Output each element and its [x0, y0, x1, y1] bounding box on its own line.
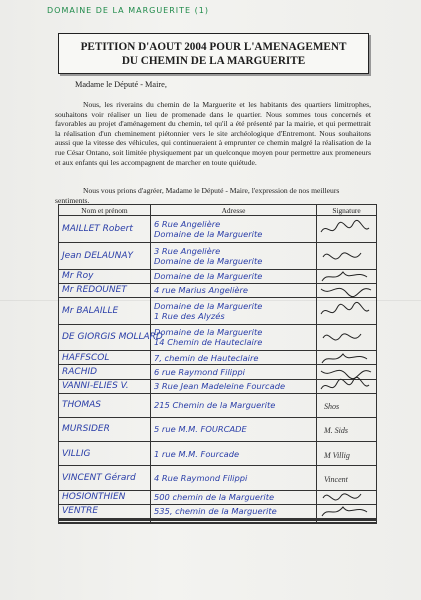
row-name: VILLIG: [59, 442, 151, 466]
row-name: VANNI-ELIES V.: [59, 379, 151, 393]
row-signature: [317, 379, 377, 393]
header-name: Nom et prénom: [59, 205, 151, 216]
table-row: [59, 442, 377, 466]
signature-text: Shos: [324, 402, 340, 412]
signature-text: Vincent: [324, 475, 348, 485]
letter-paragraph-2: Nous vous prions d'agréer, Madame le Député - Maire, l'expression de nos meilleurs sentiments.: [55, 186, 340, 205]
row-signature: [317, 324, 377, 351]
row-address-line-1: 4 Rue Raymond Filippi: [154, 473, 248, 484]
row-address: [151, 351, 317, 365]
row-name: MURSIDER: [59, 417, 151, 441]
header-address: Adresse: [151, 205, 317, 216]
row-address-line-1: 1 rue M.M. Fourcade: [154, 448, 240, 459]
signature-scribble: [319, 302, 375, 320]
table-row: [59, 297, 377, 324]
table-row: [59, 417, 377, 441]
row-name: Mr Roy: [59, 269, 151, 283]
row-name: THOMAS: [59, 393, 151, 417]
letter-paragraph-1: Nous, les riverains du chemin de la Marguerite et les habitants des quartiers limitrophes, souhaitons voir réaliser un lieu de promenade dans le quartier. Nous sommes tous concernés et favorables au projet d'aménagement du chemin, tel qu'il a été présenté par la mairie, et qui permettrait la réalisation d'un cheminement piétonnier vers le site archéologique d'Entremont. Nous souhaitons aussi que la vitesse des véhicules, qui continueraient à emprunter ce chemin malgré la réalisation de la rue César Ontano, soit limitée physiquement par un quelconque moyen pour permettre aux promeneurs et aux enfants qui les accompagnent de marcher en toute quiétude.: [55, 100, 371, 167]
row-address-line-1: 4 rue Marius Angelière: [154, 285, 249, 296]
row-name: HAFFSCOL: [59, 351, 151, 365]
row-address-line-1: 5 rue M.M. FOURCADE: [154, 424, 247, 435]
row-address: [151, 504, 317, 518]
row-address: [151, 466, 317, 490]
signature-table: [58, 204, 377, 524]
row-address: [151, 442, 317, 466]
table-row: [59, 466, 377, 490]
row-address: [151, 522, 317, 523]
table-row: [59, 393, 377, 417]
row-signature: [317, 393, 377, 417]
header-signature: Signature: [317, 205, 377, 216]
row-address-line-1: 215 Chemin de la Marguerite: [154, 400, 276, 411]
row-signature: [317, 216, 377, 243]
row-name: VENTRE: [59, 504, 151, 518]
row-address: [151, 242, 317, 269]
row-address: [151, 490, 317, 504]
row-address-line-2: Domaine de la Marguerite: [154, 255, 263, 266]
signature-scribble: [319, 220, 375, 238]
row-name: Mr BALAILLE: [59, 297, 151, 324]
row-address-line-2: 1 Rue des Alyzés: [154, 310, 225, 321]
row-address-line-1: Domaine de la Marguerite: [154, 327, 263, 338]
table-row: [59, 522, 377, 523]
row-signature: [317, 522, 377, 523]
row-name: Jean DELAUNAY: [59, 242, 151, 269]
row-signature: [317, 297, 377, 324]
signature-scribble: [319, 328, 375, 346]
row-address-line-1: Domaine de la Marguerite: [154, 271, 263, 282]
row-name: MAILLET Robert: [59, 216, 151, 243]
title-box: [58, 33, 369, 74]
table-row: [59, 216, 377, 243]
row-address: [151, 269, 317, 283]
row-address: [151, 417, 317, 441]
row-address: [151, 283, 317, 297]
row-address-line-1: 7, chemin de Hauteclaire: [154, 352, 259, 363]
row-signature: [317, 242, 377, 269]
title-line-2: DU CHEMIN DE LA MARGUERITE: [121, 54, 306, 67]
table-header-row: [59, 205, 377, 216]
row-address: [151, 379, 317, 393]
row-name: [59, 522, 151, 523]
row-signature: [317, 283, 377, 297]
title-line-1: PETITION D'AOUT 2004 POUR L'AMENAGEMENT: [80, 40, 347, 53]
table-row: [59, 283, 377, 297]
row-address-line-1: 3 Rue Jean Madeleine Fourcade: [154, 381, 286, 392]
signature-text: M Villig: [324, 450, 350, 460]
table-row: [59, 504, 377, 518]
header-note: DOMAINE DE LA MARGUERITE (1): [47, 6, 209, 15]
signature-scribble: [319, 247, 375, 265]
signature-text: M. Sids: [324, 426, 348, 436]
row-address: [151, 324, 317, 351]
row-name: VINCENT Gérard: [59, 466, 151, 490]
row-signature: [317, 417, 377, 441]
row-name: Mr REDOUNET: [59, 283, 151, 297]
row-address-line-1: 6 rue Raymond Filippi: [154, 366, 245, 377]
table-row: [59, 242, 377, 269]
row-signature: [317, 466, 377, 490]
row-signature: [317, 504, 377, 518]
row-name: RACHID: [59, 365, 151, 379]
row-address-line-1: 500 chemin de la Marguerite: [154, 492, 275, 503]
table-row: [59, 379, 377, 393]
row-signature: [317, 442, 377, 466]
row-address-line-1: 6 Rue Angelière: [154, 218, 221, 229]
row-address: [151, 365, 317, 379]
row-name: HOSIONTHIEN: [59, 490, 151, 504]
row-address-line-1: Domaine de la Marguerite: [154, 300, 263, 311]
row-address: [151, 393, 317, 417]
row-name: DE GIORGIS MOLLARD: [59, 324, 151, 351]
salutation: Madame le Député - Maire,: [75, 80, 167, 89]
row-address: [151, 216, 317, 243]
table-row: [59, 324, 377, 351]
row-address-line-2: 14 Chemin de Hauteclaire: [154, 337, 263, 348]
row-address-line-2: Domaine de la Marguerite: [154, 228, 263, 239]
row-address-line-1: 535, chemin de la Marguerite: [154, 506, 277, 517]
row-address: [151, 297, 317, 324]
row-address-line-1: 3 Rue Angelière: [154, 245, 221, 256]
